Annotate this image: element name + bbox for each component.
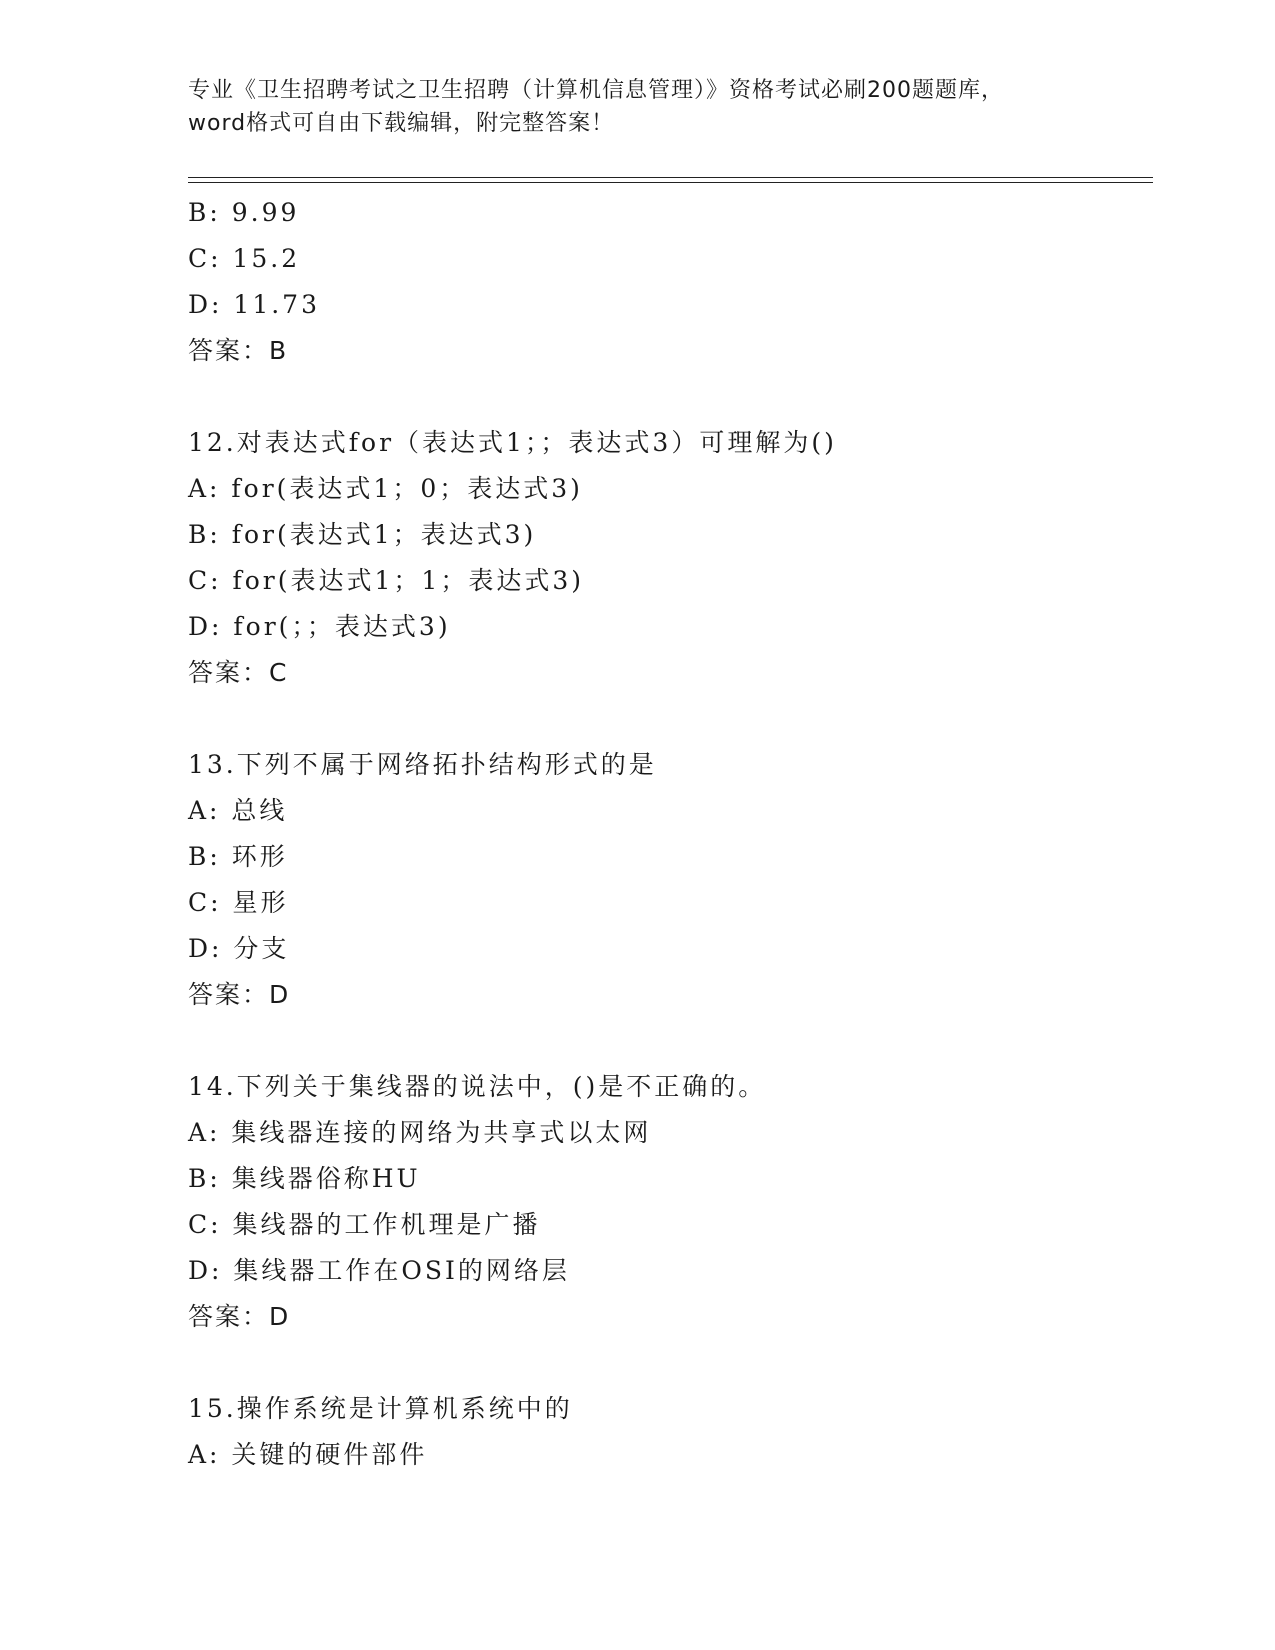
option-a: A: 集线器连接的网络为共享式以太网: [188, 1118, 652, 1147]
question-block-14: [188, 1064, 1153, 1340]
question-text: 12.对表达式for（表达式1；；表达式3）可理解为(): [188, 428, 837, 457]
header-line-2: word格式可自由下载编辑，附完整答案！: [188, 111, 615, 136]
option-a: A: 总线: [188, 796, 288, 825]
option-d: D: for(；；表达式3): [188, 612, 451, 641]
question-block-13: [188, 742, 1153, 1018]
question-block-11: [188, 190, 1153, 374]
block-spacer: [188, 696, 1153, 742]
answer-line: 答案：B: [188, 336, 289, 365]
document-header: [188, 74, 1088, 140]
option-c: C: 15.2: [188, 244, 301, 273]
option-b: B: 9.99: [188, 198, 300, 227]
option-a: A: 关键的硬件部件: [188, 1440, 428, 1469]
option-b: B: for(表达式1；表达式3): [188, 520, 537, 549]
option-d: D: 集线器工作在OSI的网络层: [188, 1256, 570, 1285]
question-text: 13.下列不属于网络拓扑结构形式的是: [188, 750, 657, 779]
answer-line: 答案：D: [188, 1302, 291, 1331]
answer-line: 答案：C: [188, 658, 289, 687]
option-b: B: 环形: [188, 842, 288, 871]
question-block-15: [188, 1386, 1153, 1478]
header-divider-bottom: [188, 182, 1153, 183]
question-block-12: [188, 420, 1153, 696]
block-spacer: [188, 1340, 1153, 1386]
question-text: 14.下列关于集线器的说法中，()是不正确的。: [188, 1072, 767, 1101]
question-text: 15.操作系统是计算机系统中的: [188, 1394, 573, 1423]
option-d: D: 分支: [188, 934, 290, 963]
option-c: C: for(表达式1；1；表达式3): [188, 566, 584, 595]
header-line-1: 专业《卫生招聘考试之卫生招聘（计算机信息管理）》资格考试必刷200题题库，: [188, 78, 1004, 103]
option-b: B: 集线器俗称HU: [188, 1164, 421, 1193]
option-c: C: 集线器的工作机理是广播: [188, 1210, 541, 1239]
block-spacer: [188, 374, 1153, 420]
answer-line: 答案：D: [188, 980, 291, 1009]
header-divider-top: [188, 177, 1153, 178]
question-content: [188, 190, 1153, 1478]
option-c: C: 星形: [188, 888, 289, 917]
option-a: A: for(表达式1；0；表达式3): [188, 474, 583, 503]
block-spacer: [188, 1018, 1153, 1064]
option-d: D: 11.73: [188, 290, 320, 319]
